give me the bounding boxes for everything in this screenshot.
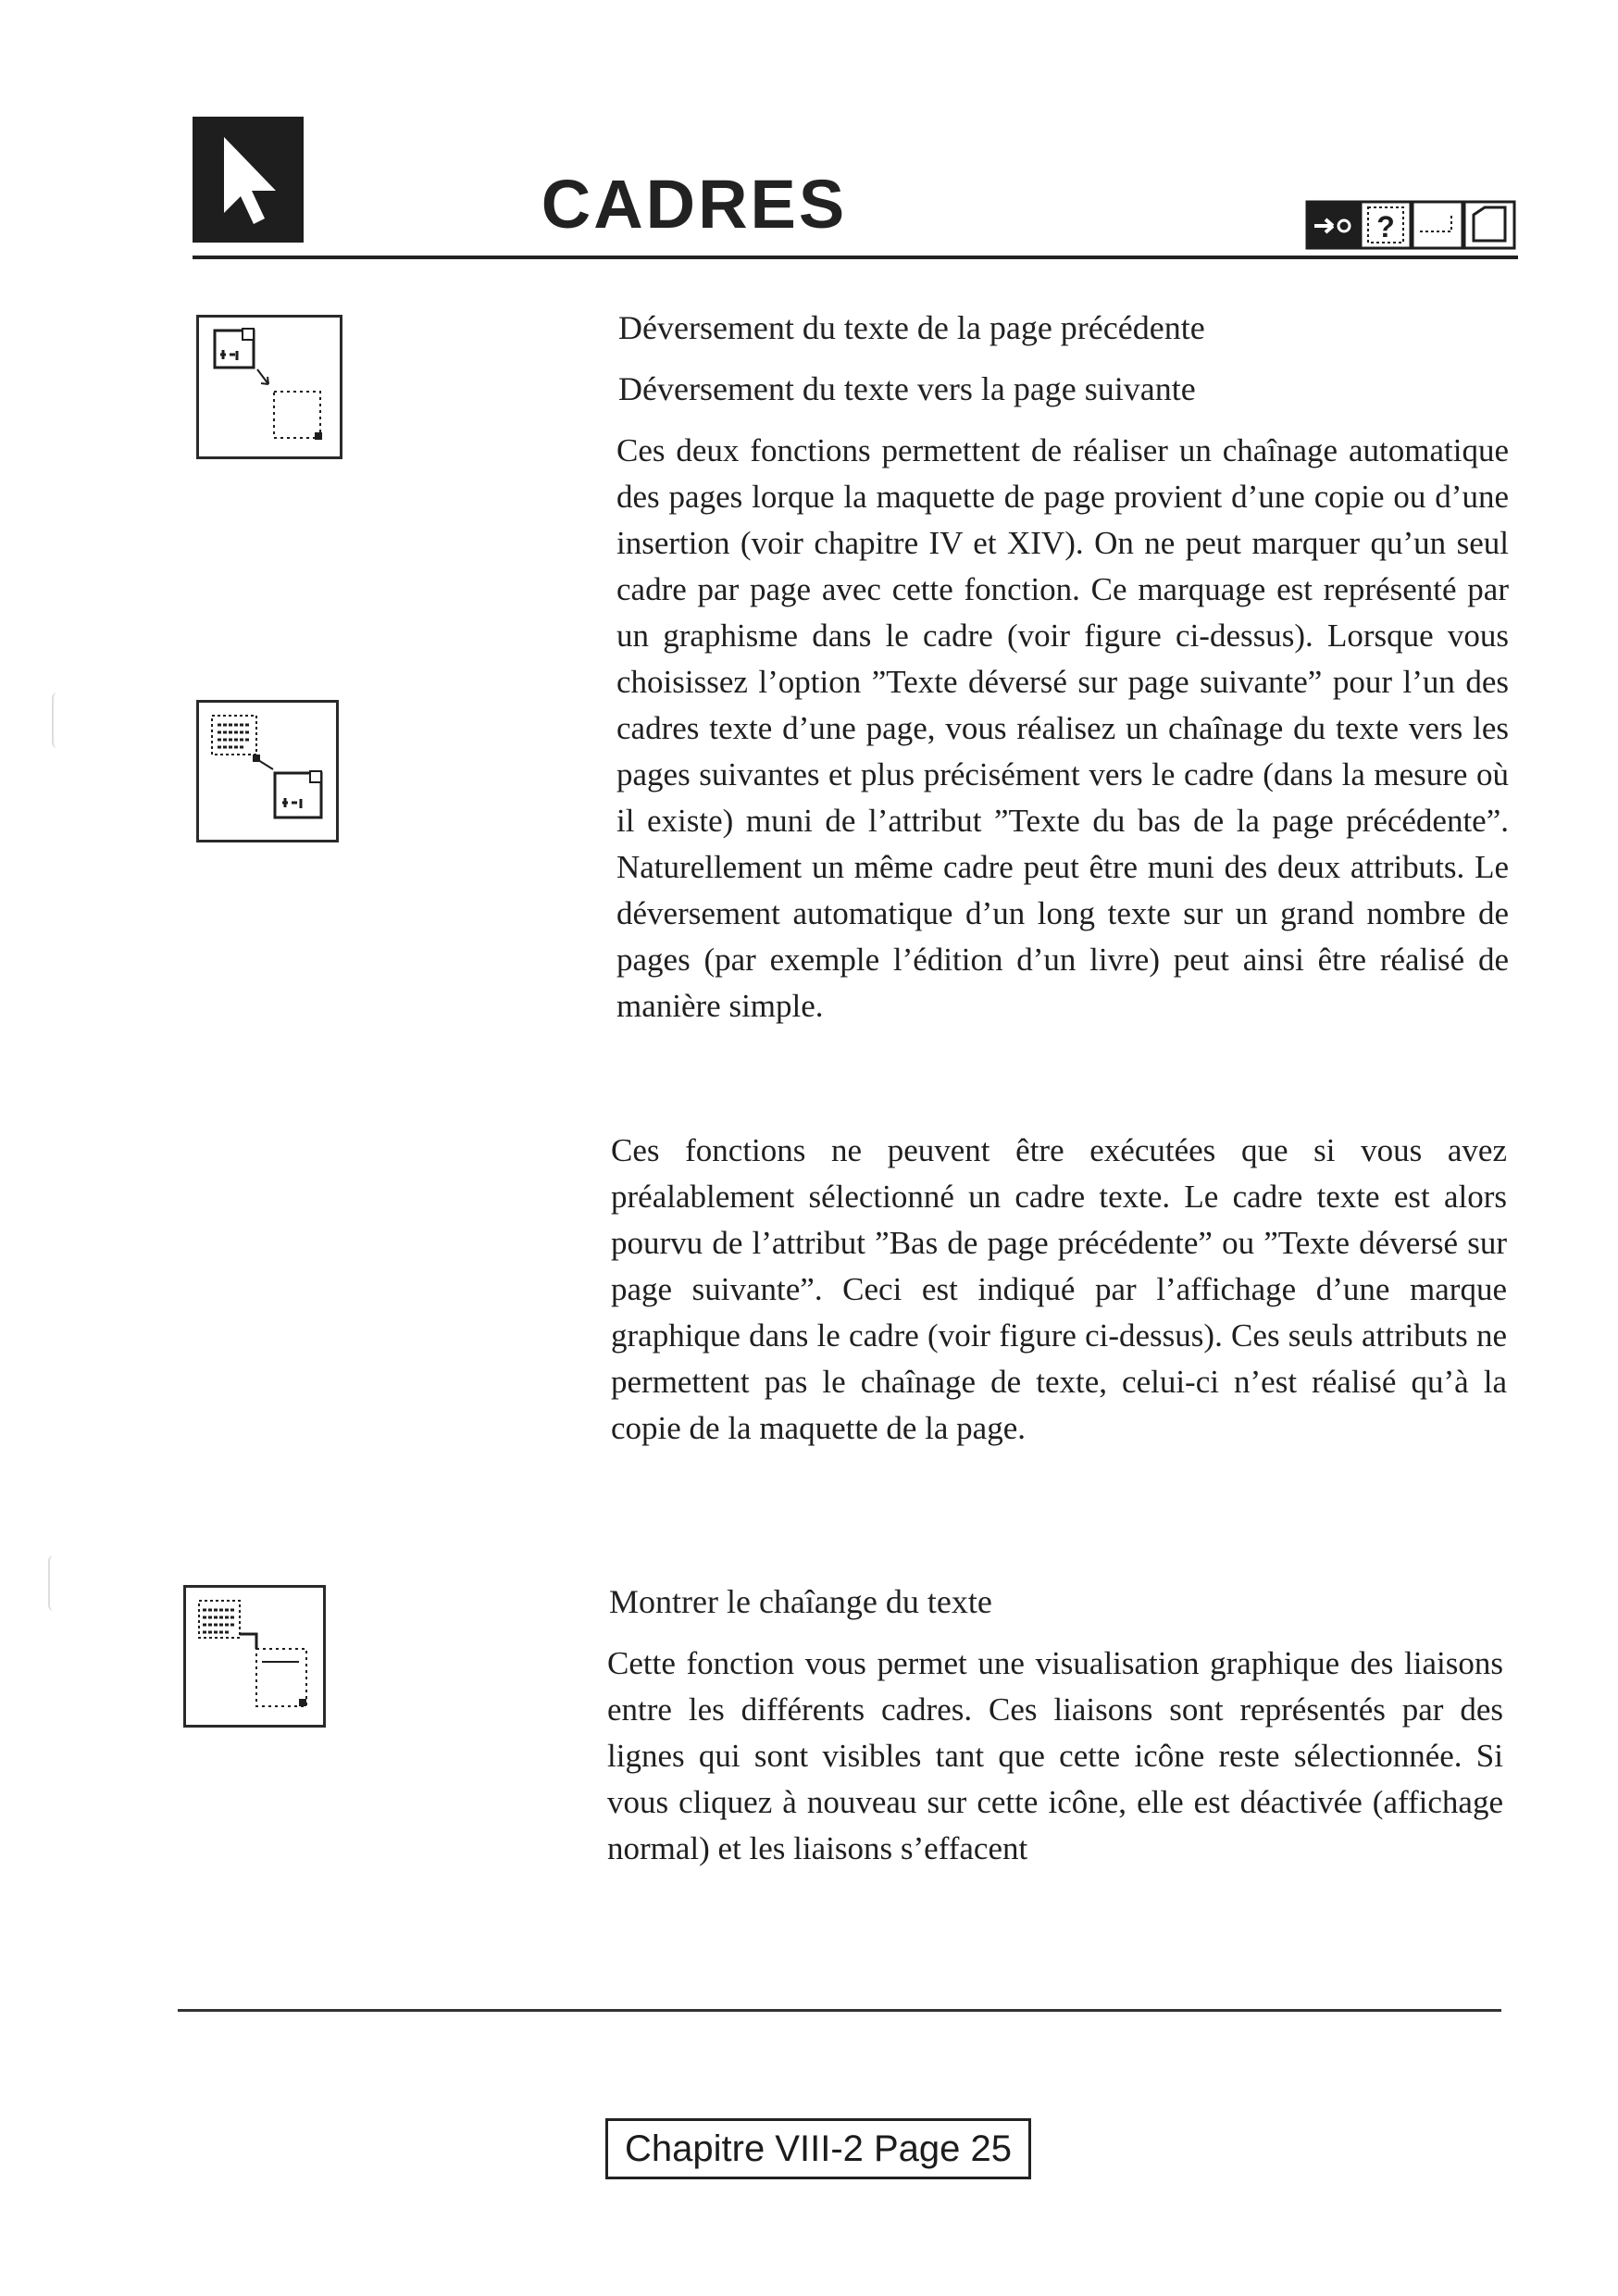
page-corner-icon — [1464, 202, 1514, 248]
header-divider — [193, 256, 1518, 259]
pointer-arrow-icon — [193, 117, 304, 243]
text-flow-to-next-page-icon[interactable] — [196, 700, 339, 842]
section-heading-previous-page: Déversement du texte de la page précédente — [618, 309, 1205, 346]
footer-divider — [178, 2009, 1501, 2012]
scan-mark — [48, 1555, 59, 1611]
paragraph-show-chain: Cette fonction vous permet une visualisation graphique des liaisons entre les différents cadres. Ces liaisons sont représentés par des lignes qui sont visibles tant que cette icône reste sélectionnée. Si vous cliquez à nouveau sur cette icône, elle est déactivée (affichage normal) et les liaisons s’effacent — [607, 1645, 1503, 1866]
paragraph-text-flow: Ces deux fonctions permettent de réaliser un chaînage automatique des pages lorque la maquette de page provient d’une copie ou d’une insertion (voir chapitre IV et XIV). On ne peut marquer qu’un seul cadre par page avec cette fonction. Ce marquage est représenté par un graphisme dans le cadre (voir figure ci-dessus). Lorsque vous choisissez l’option ”Texte déversé sur page suivante” pour l’un des cadres texte d’une page, vous réalisez un chaînage du texte vers les pages suivantes et plus précisément vers le cadre (dans la mesure où il existe) muni de l’attribut ”Texte du bas de la page précédente”. Naturellement un même cadre peut être muni des deux attributs. Le déversement automatique d’un long texte sur un grand nombre de pages (par exemple l’édition d’un livre) peut ainsi être réalisé de manière simple. — [616, 432, 1509, 1024]
page-number-label: Chapitre VIII-2 Page 25 — [605, 2118, 1031, 2179]
show-text-chain-icon[interactable] — [183, 1585, 326, 1728]
help-question-icon — [1361, 202, 1411, 248]
dotted-frame-icon — [1413, 202, 1462, 248]
frame-link-icon — [1307, 202, 1359, 248]
toolbar-icon-strip — [1305, 194, 1518, 252]
paragraph-text-flow-conditions: Ces fonctions ne peuvent être exécutées que si vous avez préalablement sélectionné un cadre texte. Le cadre texte est alors pourvu de l’attribut ”Bas de page précédente” ou ”Texte déversé sur page suivante”. Ceci est indiqué par l’affichage d’une marque graphique dans le cadre (voir figure ci-dessus). Ces seuls attributs ne permettent pas le chaînage de texte, celui-ci n’est réalisé qu’à la copie de la maquette de la page. — [611, 1132, 1507, 1446]
section-heading-next-page: Déversement du texte vers la page suivante — [618, 370, 1196, 407]
text-flow-from-previous-page-icon[interactable] — [196, 315, 342, 459]
section-heading-show-chain: Montrer le chaîange du texte — [609, 1583, 992, 1620]
scan-mark — [52, 693, 63, 748]
svg-text:?: ? — [1376, 210, 1395, 243]
page-title: CADRES — [541, 166, 848, 243]
